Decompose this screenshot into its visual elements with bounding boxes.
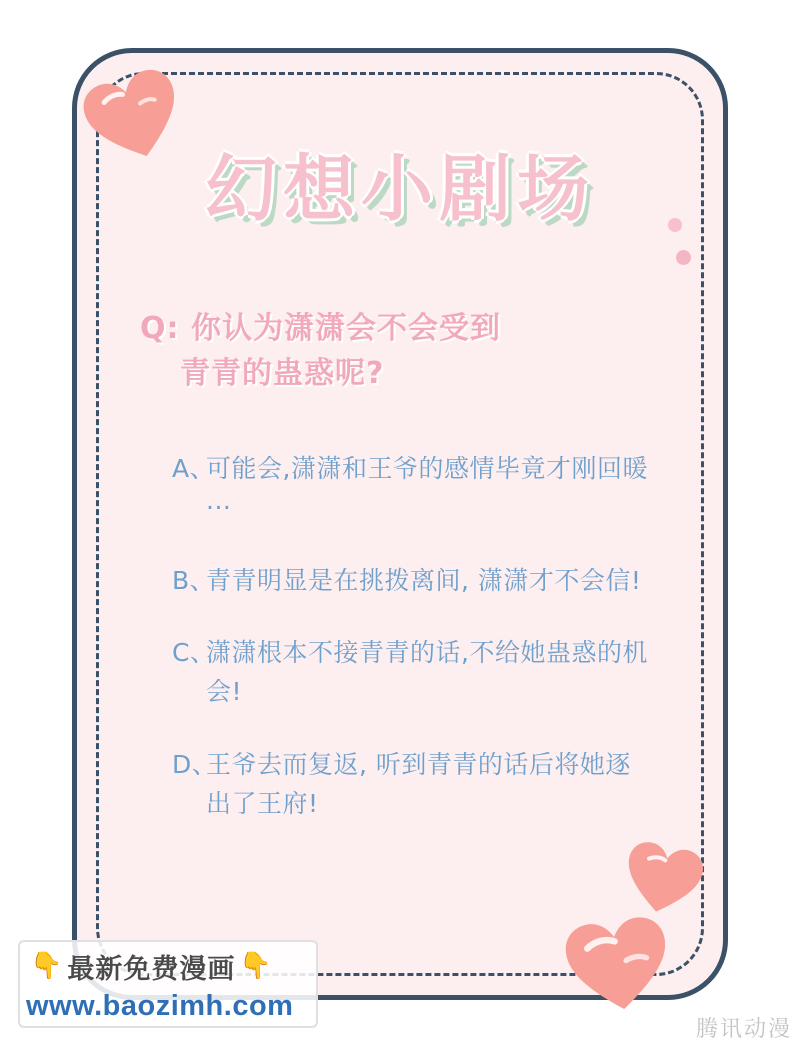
option-d-key: D、 [172, 749, 218, 779]
question-block [140, 306, 670, 396]
page-title: 幻想小剧场 [204, 147, 595, 231]
site-watermark [18, 940, 318, 1028]
question-line-1: 你认为潇潇会不会受到 [190, 311, 501, 346]
decorative-dot [676, 250, 691, 265]
pointing-down-hand-icon-left: 👇 [30, 951, 64, 981]
title-accent-dot [668, 218, 682, 232]
option-a[interactable] [172, 450, 652, 528]
publisher-watermark: 腾讯动漫 [695, 1017, 792, 1042]
option-b-text: 青青明显是在挑拨离间, 潇潇才不会信! [206, 565, 642, 595]
option-c-text: 潇潇根本不接青青的话,不给她蛊惑的机会! [206, 638, 648, 706]
option-d[interactable] [172, 746, 652, 824]
answer-options [172, 450, 652, 857]
watermark-tagline: 最新免费漫画 [67, 953, 236, 985]
option-c-key: C、 [172, 638, 216, 668]
watermark-tagline-row [26, 946, 310, 986]
option-b[interactable] [172, 562, 652, 601]
pointing-down-hand-icon-right: 👇 [239, 951, 273, 981]
option-a-key: A、 [172, 454, 216, 483]
option-c[interactable] [172, 634, 652, 712]
option-a-text: 可能会,潇潇和王爷的感情毕竟才刚回暖··· [206, 454, 648, 522]
option-d-text: 王爷去而复返, 听到青青的话后将她逐出了王府! [206, 749, 631, 818]
heart-icon-bottom-right-large [560, 911, 676, 1019]
watermark-url: www.baozimh.com [26, 990, 294, 1022]
question-prefix: Q: [140, 311, 180, 346]
question-line-2: 青青的蛊惑呢? [180, 356, 385, 391]
option-b-key: B、 [172, 565, 216, 595]
